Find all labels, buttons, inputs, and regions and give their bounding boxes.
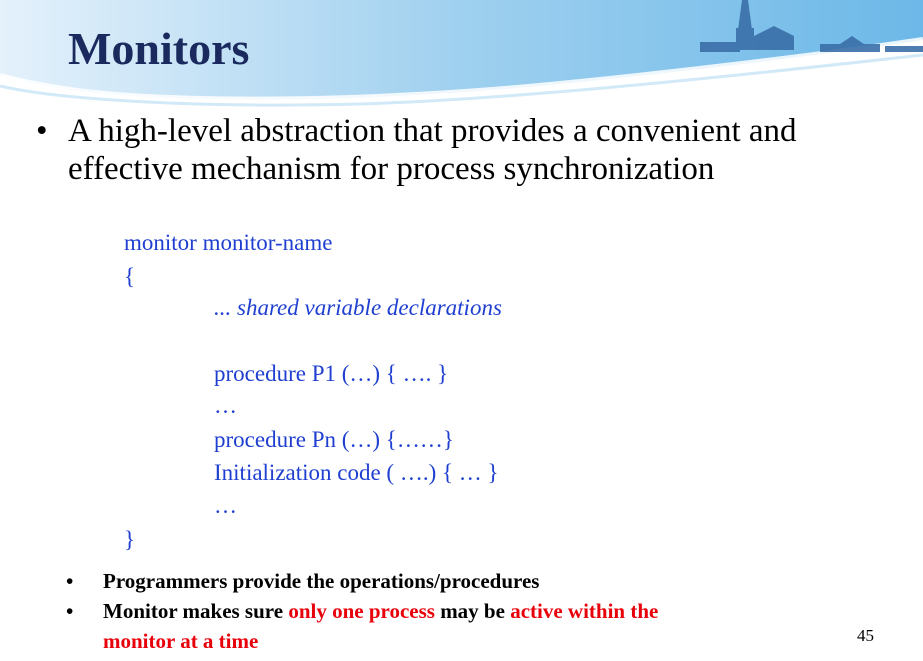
slide-number: 45 xyxy=(857,626,874,645)
bullet-dot-icon: • xyxy=(66,599,74,623)
list-item-text: Programmers provide the operations/procedures xyxy=(103,569,540,593)
code-line: Initialization code ( ….) { … } xyxy=(214,460,499,485)
highlight-text: only one process xyxy=(288,599,435,623)
highlight-text: monitor at a time xyxy=(103,629,259,653)
bullet-dot-icon: • xyxy=(66,569,74,593)
code-line: … xyxy=(214,493,237,518)
slide-title: Monitors xyxy=(68,23,250,74)
text-run: Monitor makes sure xyxy=(103,599,289,623)
text-run: may be xyxy=(434,599,511,623)
code-line: monitor monitor-name xyxy=(124,230,333,255)
code-line: { xyxy=(124,264,136,289)
code-line: ... shared variable declarations xyxy=(214,295,502,320)
code-line: procedure P1 (…) { …. } xyxy=(214,361,449,386)
code-line: procedure Pn (…) {……} xyxy=(214,427,454,452)
list-item-text xyxy=(103,596,658,626)
bullet-dot-icon: • xyxy=(36,113,48,149)
main-bullet-text: A high-level abstraction that provides a convenient and effective mechanism for process synchronization xyxy=(68,113,797,187)
code-line: } xyxy=(124,527,136,552)
code-line: … xyxy=(214,393,237,418)
highlight-text: active within the xyxy=(510,599,659,623)
